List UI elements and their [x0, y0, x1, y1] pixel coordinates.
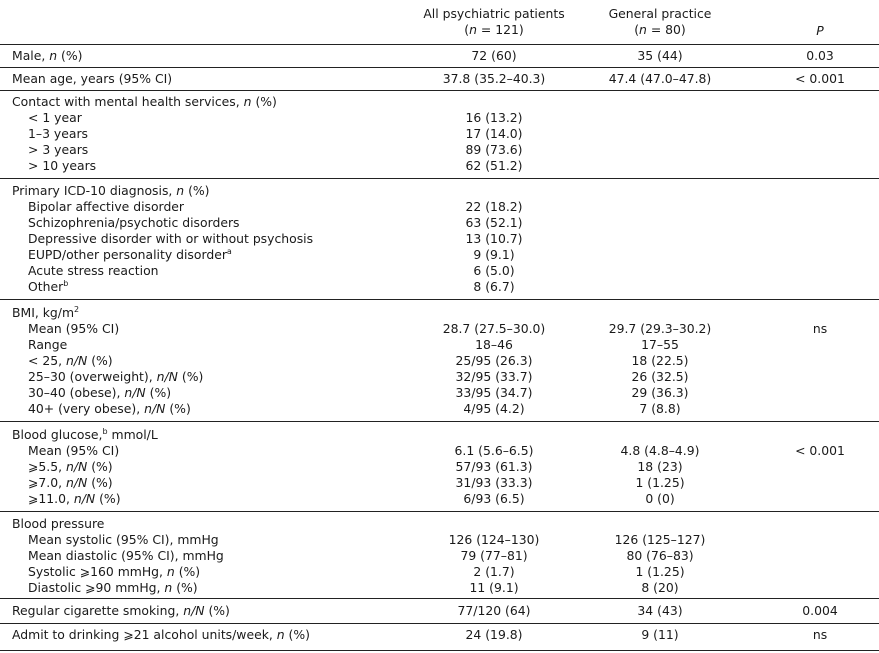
section-age: [0, 68, 879, 91]
cell-psych: 62 (51.2): [465, 158, 523, 173]
row-label: 25–30 (overweight), n/N (%): [28, 369, 204, 384]
table-row: [0, 401, 879, 417]
cell-gp: 17–55: [641, 337, 679, 352]
table-row: [0, 548, 879, 564]
row-label: > 3 years: [28, 142, 89, 157]
table-row: [0, 443, 879, 459]
row-label: Mean age, years (95% CI): [12, 71, 173, 86]
section-blood-pressure: [0, 513, 879, 599]
row-label: Mean systolic (95% CI), mmHg: [28, 532, 219, 547]
cell-p: 0.03: [806, 48, 834, 63]
cell-gp: 9 (11): [641, 627, 679, 642]
row-label: Contact with mental health services, n (%): [12, 94, 277, 109]
table-row: [0, 94, 879, 110]
section-diagnosis: [0, 180, 879, 300]
row-label: Blood glucose,$^b$ mmol/L: [12, 426, 158, 442]
row-label: Regular cigarette smoking, n/N (%): [12, 603, 230, 618]
cell-psych: 25/95 (26.3): [455, 353, 533, 368]
cell-psych: 6.1 (5.6–6.5): [454, 443, 534, 458]
cell-psych: 8 (6.7): [473, 279, 515, 294]
header-psych-n: (n = 121): [464, 22, 524, 37]
cell-p: 0.004: [802, 603, 838, 618]
table-row: [0, 564, 879, 580]
table-row: [0, 183, 879, 199]
table-row: [0, 158, 879, 174]
section-contact: [0, 91, 879, 179]
cell-gp: 1 (1.25): [635, 475, 685, 490]
table-row: [0, 71, 879, 87]
row-label: 40+ (very obese), n/N (%): [28, 401, 191, 416]
cell-gp: 35 (44): [637, 48, 683, 63]
cell-gp: 29 (36.3): [631, 385, 689, 400]
table-row: [0, 627, 879, 643]
cell-psych: 57/93 (61.3): [455, 459, 533, 474]
section-male: [0, 45, 879, 68]
table-row: [0, 459, 879, 475]
row-label: Mean (95% CI): [28, 443, 120, 458]
row-label: 30–40 (obese), n/N (%): [28, 385, 172, 400]
cell-psych: 2 (1.7): [473, 564, 515, 579]
row-label: ⩾7.0, n/N (%): [28, 475, 113, 490]
table-row: [0, 247, 879, 263]
table-row: [0, 305, 879, 321]
cell-gp: 47.4 (47.0–47.8): [608, 71, 712, 86]
row-label: Depressive disorder with or without psychosis: [28, 231, 314, 246]
cell-gp: 26 (32.5): [631, 369, 689, 384]
table-row: [0, 491, 879, 507]
cell-gp: 29.7 (29.3–30.2): [608, 321, 712, 336]
cell-gp: 80 (76–83): [626, 548, 694, 563]
row-label: Bipolar affective disorder: [28, 199, 185, 214]
header-gp: [560, 6, 760, 38]
table-row: [0, 215, 879, 231]
table-row: [0, 603, 879, 619]
cell-p: < 0.001: [795, 71, 845, 86]
cell-p: < 0.001: [795, 443, 845, 458]
section-drinking: [0, 624, 879, 651]
cell-gp: 18 (23): [637, 459, 683, 474]
row-label: Range: [28, 337, 68, 352]
header-p: P: [816, 23, 824, 38]
row-label: 1–3 years: [28, 126, 88, 141]
table-row: [0, 475, 879, 491]
row-label: Acute stress reaction: [28, 263, 159, 278]
cell-psych: 79 (77–81): [460, 548, 528, 563]
row-label: Blood pressure: [12, 516, 105, 531]
cell-psych: 72 (60): [471, 48, 517, 63]
cell-gp: 7 (8.8): [639, 401, 681, 416]
cell-psych: 17 (14.0): [465, 126, 523, 141]
table-row: [0, 263, 879, 279]
cell-psych: 37.8 (35.2–40.3): [442, 71, 546, 86]
cell-psych: 32/95 (33.7): [455, 369, 533, 384]
table-row: [0, 427, 879, 443]
section-bmi: [0, 301, 879, 422]
table-row: [0, 279, 879, 295]
table-row: [0, 516, 879, 532]
table-row: [0, 385, 879, 401]
row-label: Diastolic ⩾90 mmHg, n (%): [28, 580, 198, 595]
table-header: [0, 4, 879, 45]
table-row: [0, 142, 879, 158]
row-label: Mean (95% CI): [28, 321, 120, 336]
table-row: [0, 126, 879, 142]
row-label: Male, n (%): [12, 48, 83, 63]
cell-psych: 4/95 (4.2): [463, 401, 525, 416]
cell-gp: 8 (20): [641, 580, 679, 595]
cell-psych: 6 (5.0): [473, 263, 515, 278]
cell-psych: 126 (124–130): [448, 532, 540, 547]
row-label: Primary ICD-10 diagnosis, n (%): [12, 183, 210, 198]
section-smoking: [0, 600, 879, 624]
header-psych-title: All psychiatric patients: [423, 6, 565, 21]
section-glucose: [0, 423, 879, 512]
cell-gp: 126 (125–127): [614, 532, 706, 547]
cell-psych: 89 (73.6): [465, 142, 523, 157]
row-label: ⩾5.5, n/N (%): [28, 459, 113, 474]
table-row: [0, 231, 879, 247]
cell-psych: 18–46: [475, 337, 513, 352]
row-label: < 25, n/N (%): [28, 353, 113, 368]
cell-psych: 16 (13.2): [465, 110, 523, 125]
row-label: > 10 years: [28, 158, 97, 173]
table-row: [0, 532, 879, 548]
cell-p: ns: [812, 627, 828, 642]
row-label: EUPD/other personality disorder$^a$: [28, 246, 232, 262]
cell-psych: 28.7 (27.5–30.0): [442, 321, 546, 336]
table-row: [0, 369, 879, 385]
cell-psych: 6/93 (6.5): [463, 491, 525, 506]
cell-gp: 4.8 (4.8–4.9): [620, 443, 700, 458]
header-gp-title: General practice: [608, 6, 712, 21]
cell-psych: 22 (18.2): [465, 199, 523, 214]
table-row: [0, 48, 879, 64]
row-label: Mean diastolic (95% CI), mmHg: [28, 548, 224, 563]
cell-gp: 0 (0): [645, 491, 675, 506]
table-row: [0, 580, 879, 596]
cell-gp: 34 (43): [637, 603, 683, 618]
cell-gp: 1 (1.25): [635, 564, 685, 579]
table-row: [0, 110, 879, 126]
cell-gp: 18 (22.5): [631, 353, 689, 368]
row-label: BMI, $kg/m^2$: [12, 304, 80, 320]
cell-psych: 63 (52.1): [465, 215, 523, 230]
row-label: Schizophrenia/psychotic disorders: [28, 215, 240, 230]
table-row: [0, 321, 879, 337]
table-row: [0, 199, 879, 215]
cell-psych: 13 (10.7): [465, 231, 523, 246]
table-row: [0, 353, 879, 369]
row-label: ⩾11.0, n/N (%): [28, 491, 121, 506]
cell-psych: 9 (9.1): [473, 247, 515, 262]
row-label: < 1 year: [28, 110, 82, 125]
row-label: Systolic ⩾160 mmHg, n (%): [28, 564, 201, 579]
table-row: [0, 337, 879, 353]
cell-psych: 24 (19.8): [465, 627, 523, 642]
cell-p: ns: [812, 321, 828, 336]
cell-psych: 11 (9.1): [469, 580, 519, 595]
cell-psych: 77/120 (64): [457, 603, 531, 618]
header-gp-n: (n = 80): [634, 22, 686, 37]
cell-psych: 31/93 (33.3): [455, 475, 533, 490]
row-label: Other$^b$: [28, 278, 69, 294]
row-label: Admit to drinking ⩾21 alcohol units/week, n (%): [12, 627, 310, 642]
cell-psych: 33/95 (34.7): [455, 385, 533, 400]
